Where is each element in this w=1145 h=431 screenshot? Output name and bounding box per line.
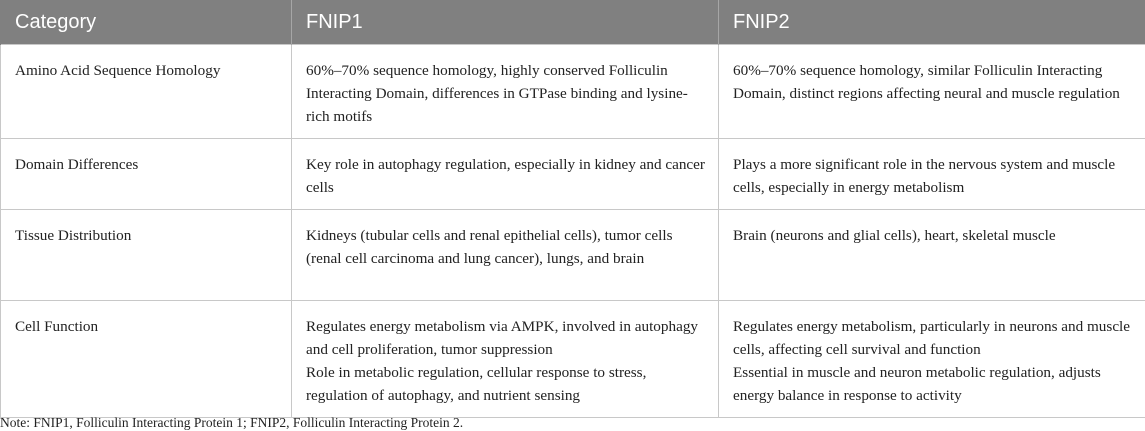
- table-row: [1, 45, 1145, 139]
- cell-fnip2-line: Essential in muscle and neuron metabolic regulation, adjusts energy balance in response to activity: [733, 364, 1101, 404]
- cell-fnip2: 60%–70% sequence homology, similar Folliculin Interacting Domain, distinct regions affecting neural and muscle regulation: [719, 45, 1145, 139]
- table-body: [1, 45, 1145, 418]
- cell-fnip2-line: Regulates energy metabolism, particularly in neurons and muscle cells, affecting cell survival and function: [733, 318, 1131, 358]
- cell-fnip2: Brain (neurons and glial cells), heart, skeletal muscle: [719, 210, 1145, 301]
- cell-fnip1: Key role in autophagy regulation, especially in kidney and cancer cells: [292, 139, 719, 210]
- header-row: [1, 0, 1145, 45]
- header-fnip2: FNIP2: [719, 0, 1145, 45]
- table-footnote: Note: FNIP1, Folliculin Interacting Protein 1; FNIP2, Folliculin Interacting Protein 2.: [0, 415, 464, 430]
- table-header: [1, 0, 1145, 45]
- cell-category: Amino Acid Sequence Homology: [1, 45, 292, 139]
- table-row: [1, 139, 1145, 210]
- cell-fnip2: [719, 301, 1145, 418]
- cell-fnip2: Plays a more significant role in the nervous system and muscle cells, especially in energy metabolism: [719, 139, 1145, 210]
- cell-fnip1-line: Regulates energy metabolism via AMPK, involved in autophagy and cell proliferation, tumor suppression: [306, 318, 699, 358]
- header-fnip1: FNIP1: [292, 0, 719, 45]
- cell-category: Tissue Distribution: [1, 210, 292, 301]
- cell-fnip1-line: Role in metabolic regulation, cellular response to stress, regulation of autophagy, and nutrient sensing: [306, 364, 647, 404]
- cell-category: Cell Function: [1, 301, 292, 418]
- table-row: [1, 301, 1145, 418]
- header-category: Category: [1, 0, 292, 45]
- cell-category: Domain Differences: [1, 139, 292, 210]
- cell-fnip1: 60%–70% sequence homology, highly conserved Folliculin Interacting Domain, differences in GTPase binding and lysine-rich motifs: [292, 45, 719, 139]
- cell-fnip1: [292, 301, 719, 418]
- table-row: [1, 210, 1145, 301]
- cell-fnip1: Kidneys (tubular cells and renal epithelial cells), tumor cells (renal cell carcinoma and lung cancer), lungs, and brain: [292, 210, 719, 301]
